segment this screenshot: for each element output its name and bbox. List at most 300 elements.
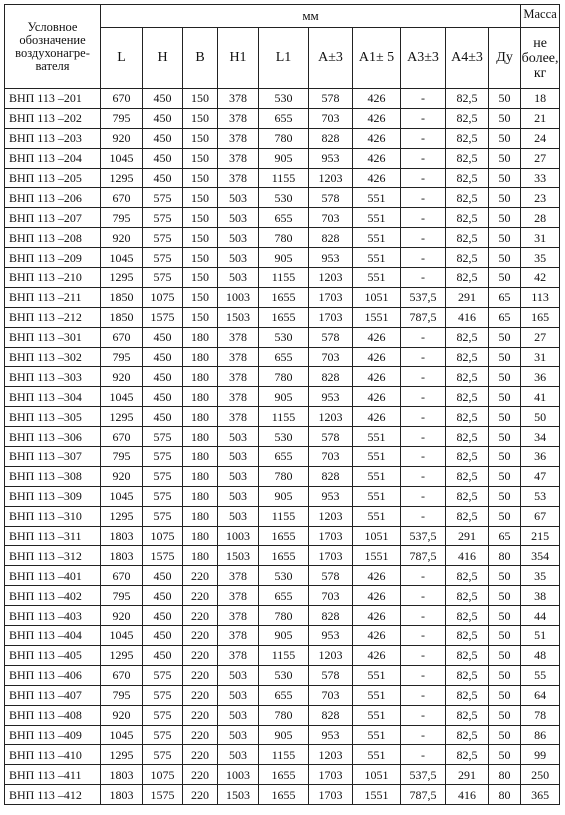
mass-header: Масса xyxy=(521,5,560,28)
table-cell: 551 xyxy=(353,725,401,745)
heater-designation-cell: ВНП 113 –304 xyxy=(5,387,101,407)
table-cell: - xyxy=(401,327,446,347)
table-cell: 1203 xyxy=(309,506,353,526)
table-row xyxy=(5,785,560,805)
table-cell: 28 xyxy=(521,208,560,228)
table-cell: 703 xyxy=(309,685,353,705)
table-cell: 165 xyxy=(521,307,560,327)
table-cell: 780 xyxy=(259,705,309,725)
heater-designation-cell: ВНП 113 –303 xyxy=(5,367,101,387)
table-cell: 378 xyxy=(218,407,259,427)
table-row xyxy=(5,89,560,109)
table-cell: 220 xyxy=(183,606,218,626)
table-cell: 1203 xyxy=(309,407,353,427)
table-cell: 1051 xyxy=(353,765,401,785)
heater-designation-cell: ВНП 113 –312 xyxy=(5,546,101,566)
table-cell: 50 xyxy=(489,327,521,347)
table-cell: 78 xyxy=(521,705,560,725)
table-cell: 82,5 xyxy=(446,108,489,128)
table-cell: 426 xyxy=(353,347,401,367)
heater-designation-cell: ВНП 113 –209 xyxy=(5,248,101,268)
table-cell: 48 xyxy=(521,645,560,665)
table-row xyxy=(5,367,560,387)
table-cell: 80 xyxy=(489,785,521,805)
table-row xyxy=(5,705,560,725)
table-cell: 1075 xyxy=(143,287,183,307)
table-cell: 50 xyxy=(489,347,521,367)
table-cell: 575 xyxy=(143,188,183,208)
table-cell: 426 xyxy=(353,606,401,626)
col-header-a: A±3 xyxy=(309,28,353,89)
table-cell: 905 xyxy=(259,248,309,268)
col-header-l: L xyxy=(101,28,143,89)
table-row xyxy=(5,228,560,248)
table-cell: 551 xyxy=(353,665,401,685)
table-cell: 503 xyxy=(218,427,259,447)
table-cell: 50 xyxy=(489,486,521,506)
table-cell: 780 xyxy=(259,466,309,486)
table-row xyxy=(5,745,560,765)
table-cell: 575 xyxy=(143,665,183,685)
table-cell: 953 xyxy=(309,248,353,268)
table-cell: 82,5 xyxy=(446,645,489,665)
table-row xyxy=(5,725,560,745)
table-cell: 1295 xyxy=(101,268,143,288)
table-cell: 220 xyxy=(183,785,218,805)
table-row xyxy=(5,466,560,486)
table-cell: 41 xyxy=(521,387,560,407)
table-cell: - xyxy=(401,248,446,268)
table-cell: 1655 xyxy=(259,287,309,307)
table-cell: 50 xyxy=(489,148,521,168)
heater-designation-cell: ВНП 113 –305 xyxy=(5,407,101,427)
table-cell: 180 xyxy=(183,427,218,447)
table-cell: 551 xyxy=(353,248,401,268)
table-cell: 150 xyxy=(183,268,218,288)
table-cell: 787,5 xyxy=(401,546,446,566)
table-cell: 537,5 xyxy=(401,526,446,546)
heater-dimensions-table xyxy=(4,4,560,805)
table-cell: 795 xyxy=(101,586,143,606)
table-cell: 1203 xyxy=(309,645,353,665)
table-cell: 36 xyxy=(521,367,560,387)
table-cell: 47 xyxy=(521,466,560,486)
table-cell: 50 xyxy=(521,407,560,427)
table-cell: 953 xyxy=(309,148,353,168)
heater-designation-cell: ВНП 113 –402 xyxy=(5,586,101,606)
table-cell: 655 xyxy=(259,347,309,367)
table-cell: 450 xyxy=(143,586,183,606)
table-cell: 537,5 xyxy=(401,287,446,307)
table-row xyxy=(5,407,560,427)
table-cell: - xyxy=(401,705,446,725)
table-cell: 551 xyxy=(353,506,401,526)
table-cell: 27 xyxy=(521,148,560,168)
table-cell: 220 xyxy=(183,705,218,725)
table-cell: 530 xyxy=(259,665,309,685)
table-cell: 426 xyxy=(353,407,401,427)
table-cell: 354 xyxy=(521,546,560,566)
col-header-b: B xyxy=(183,28,218,89)
table-cell: 1051 xyxy=(353,287,401,307)
table-cell: 1203 xyxy=(309,745,353,765)
heater-designation-cell: ВНП 113 –308 xyxy=(5,466,101,486)
table-cell: 795 xyxy=(101,208,143,228)
table-cell: 578 xyxy=(309,89,353,109)
table-cell: 551 xyxy=(353,208,401,228)
table-cell: 215 xyxy=(521,526,560,546)
table-cell: 575 xyxy=(143,745,183,765)
table-cell: 450 xyxy=(143,168,183,188)
table-cell: 578 xyxy=(309,566,353,586)
table-cell: 1803 xyxy=(101,526,143,546)
table-row xyxy=(5,427,560,447)
table-cell: 1203 xyxy=(309,168,353,188)
table-cell: 82,5 xyxy=(446,626,489,646)
table-cell: - xyxy=(401,407,446,427)
heater-designation-cell: ВНП 113 –407 xyxy=(5,685,101,705)
col-header-h: H xyxy=(143,28,183,89)
table-cell: 575 xyxy=(143,228,183,248)
table-cell: 82,5 xyxy=(446,486,489,506)
designation-header: Условное обозначение воздухонагре-вателя xyxy=(5,5,101,89)
table-cell: 180 xyxy=(183,387,218,407)
table-cell: 36 xyxy=(521,447,560,467)
table-cell: 575 xyxy=(143,427,183,447)
table-cell: 1655 xyxy=(259,526,309,546)
table-cell: 150 xyxy=(183,287,218,307)
table-cell: 80 xyxy=(489,765,521,785)
table-cell: 703 xyxy=(309,347,353,367)
table-cell: 503 xyxy=(218,685,259,705)
table-cell: 31 xyxy=(521,347,560,367)
table-cell: 578 xyxy=(309,188,353,208)
table-cell: 953 xyxy=(309,626,353,646)
table-cell: 450 xyxy=(143,148,183,168)
table-cell: 82,5 xyxy=(446,665,489,685)
table-cell: 1850 xyxy=(101,307,143,327)
table-cell: 82,5 xyxy=(446,208,489,228)
table-cell: 220 xyxy=(183,725,218,745)
table-cell: 1575 xyxy=(143,307,183,327)
table-cell: 50 xyxy=(489,606,521,626)
table-cell: 953 xyxy=(309,725,353,745)
table-cell: 1295 xyxy=(101,407,143,427)
table-row xyxy=(5,506,560,526)
heater-designation-cell: ВНП 113 –210 xyxy=(5,268,101,288)
table-cell: 50 xyxy=(489,665,521,685)
table-cell: 575 xyxy=(143,466,183,486)
table-cell: 670 xyxy=(101,427,143,447)
table-cell: 1155 xyxy=(259,407,309,427)
table-row xyxy=(5,128,560,148)
table-row xyxy=(5,287,560,307)
table-body xyxy=(5,89,560,805)
table-cell: 450 xyxy=(143,327,183,347)
table-cell: 1503 xyxy=(218,546,259,566)
table-row xyxy=(5,586,560,606)
table-header xyxy=(5,5,560,89)
table-cell: 1045 xyxy=(101,248,143,268)
table-cell: 82,5 xyxy=(446,367,489,387)
table-row xyxy=(5,148,560,168)
table-cell: 50 xyxy=(489,466,521,486)
table-cell: 50 xyxy=(489,128,521,148)
col-header-a3: A3±3 xyxy=(401,28,446,89)
table-cell: 365 xyxy=(521,785,560,805)
table-row xyxy=(5,327,560,347)
heater-designation-cell: ВНП 113 –404 xyxy=(5,626,101,646)
table-cell: - xyxy=(401,586,446,606)
heater-designation-cell: ВНП 113 –207 xyxy=(5,208,101,228)
table-cell: 82,5 xyxy=(446,188,489,208)
table-cell: 703 xyxy=(309,108,353,128)
table-cell: 905 xyxy=(259,387,309,407)
table-cell: 551 xyxy=(353,427,401,447)
table-cell: 1703 xyxy=(309,765,353,785)
table-cell: 180 xyxy=(183,526,218,546)
table-cell: 23 xyxy=(521,188,560,208)
table-cell: 503 xyxy=(218,268,259,288)
table-cell: 82,5 xyxy=(446,248,489,268)
table-cell: 21 xyxy=(521,108,560,128)
table-cell: 1003 xyxy=(218,765,259,785)
table-cell: 378 xyxy=(218,387,259,407)
table-cell: - xyxy=(401,606,446,626)
heater-designation-cell: ВНП 113 –302 xyxy=(5,347,101,367)
table-cell: 113 xyxy=(521,287,560,307)
table-cell: - xyxy=(401,447,446,467)
table-cell: 1155 xyxy=(259,168,309,188)
table-cell: 1551 xyxy=(353,546,401,566)
table-cell: 378 xyxy=(218,128,259,148)
table-cell: 920 xyxy=(101,367,143,387)
table-cell: 82,5 xyxy=(446,725,489,745)
table-cell: 905 xyxy=(259,148,309,168)
table-cell: 575 xyxy=(143,486,183,506)
table-cell: 50 xyxy=(489,89,521,109)
table-cell: 180 xyxy=(183,447,218,467)
table-cell: 503 xyxy=(218,228,259,248)
table-cell: 180 xyxy=(183,347,218,367)
table-cell: 920 xyxy=(101,606,143,626)
table-cell: 655 xyxy=(259,108,309,128)
table-cell: 828 xyxy=(309,606,353,626)
table-cell: 67 xyxy=(521,506,560,526)
table-cell: 1155 xyxy=(259,268,309,288)
table-cell: 220 xyxy=(183,745,218,765)
table-cell: 450 xyxy=(143,626,183,646)
table-cell: 50 xyxy=(489,566,521,586)
table-cell: - xyxy=(401,745,446,765)
table-cell: 953 xyxy=(309,486,353,506)
heater-designation-cell: ВНП 113 –411 xyxy=(5,765,101,785)
table-cell: 426 xyxy=(353,89,401,109)
table-cell: 378 xyxy=(218,626,259,646)
table-cell: 378 xyxy=(218,566,259,586)
table-cell: - xyxy=(401,725,446,745)
table-cell: 920 xyxy=(101,128,143,148)
table-cell: 82,5 xyxy=(446,586,489,606)
table-cell: 426 xyxy=(353,387,401,407)
table-cell: 920 xyxy=(101,466,143,486)
table-row xyxy=(5,347,560,367)
table-cell: 378 xyxy=(218,168,259,188)
table-cell: 1703 xyxy=(309,785,353,805)
table-cell: 38 xyxy=(521,586,560,606)
table-row xyxy=(5,248,560,268)
table-cell: 537,5 xyxy=(401,765,446,785)
table-cell: 551 xyxy=(353,228,401,248)
table-cell: 503 xyxy=(218,208,259,228)
table-cell: 50 xyxy=(489,168,521,188)
table-cell: - xyxy=(401,427,446,447)
heater-designation-cell: ВНП 113 –201 xyxy=(5,89,101,109)
table-cell: 703 xyxy=(309,447,353,467)
table-cell: 65 xyxy=(489,526,521,546)
table-cell: 1045 xyxy=(101,725,143,745)
table-row xyxy=(5,208,560,228)
table-cell: 1045 xyxy=(101,148,143,168)
table-cell: 82,5 xyxy=(446,705,489,725)
table-cell: 426 xyxy=(353,367,401,387)
table-cell: 82,5 xyxy=(446,168,489,188)
table-cell: 82,5 xyxy=(446,327,489,347)
table-cell: 905 xyxy=(259,725,309,745)
heater-designation-cell: ВНП 113 –406 xyxy=(5,665,101,685)
table-cell: 34 xyxy=(521,427,560,447)
table-cell: 220 xyxy=(183,626,218,646)
table-cell: 670 xyxy=(101,566,143,586)
table-cell: 670 xyxy=(101,665,143,685)
heater-designation-cell: ВНП 113 –403 xyxy=(5,606,101,626)
table-cell: 378 xyxy=(218,645,259,665)
table-cell: 82,5 xyxy=(446,745,489,765)
table-cell: 1045 xyxy=(101,387,143,407)
table-cell: 80 xyxy=(489,546,521,566)
table-cell: 27 xyxy=(521,327,560,347)
table-cell: 1655 xyxy=(259,546,309,566)
table-cell: 50 xyxy=(489,248,521,268)
table-cell: 180 xyxy=(183,506,218,526)
table-cell: 530 xyxy=(259,566,309,586)
table-cell: 780 xyxy=(259,128,309,148)
table-cell: 426 xyxy=(353,645,401,665)
table-row xyxy=(5,665,560,685)
table-cell: 426 xyxy=(353,108,401,128)
table-cell: 450 xyxy=(143,367,183,387)
table-cell: 150 xyxy=(183,307,218,327)
table-cell: 1850 xyxy=(101,287,143,307)
table-cell: 828 xyxy=(309,128,353,148)
table-cell: 450 xyxy=(143,108,183,128)
table-cell: 150 xyxy=(183,168,218,188)
table-cell: 82,5 xyxy=(446,447,489,467)
heater-designation-cell: ВНП 113 –211 xyxy=(5,287,101,307)
table-cell: 1003 xyxy=(218,287,259,307)
table-cell: 780 xyxy=(259,367,309,387)
table-cell: - xyxy=(401,466,446,486)
table-cell: 50 xyxy=(489,447,521,467)
col-header-l1: L1 xyxy=(259,28,309,89)
table-cell: 35 xyxy=(521,566,560,586)
table-cell: 1503 xyxy=(218,307,259,327)
table-cell: 787,5 xyxy=(401,785,446,805)
table-cell: 51 xyxy=(521,626,560,646)
table-cell: 578 xyxy=(309,427,353,447)
table-cell: - xyxy=(401,685,446,705)
table-cell: - xyxy=(401,645,446,665)
table-cell: 82,5 xyxy=(446,387,489,407)
table-cell: 920 xyxy=(101,228,143,248)
table-row xyxy=(5,108,560,128)
table-row xyxy=(5,626,560,646)
table-cell: 220 xyxy=(183,665,218,685)
table-cell: 44 xyxy=(521,606,560,626)
table-cell: - xyxy=(401,626,446,646)
table-cell: 65 xyxy=(489,287,521,307)
table-cell: 670 xyxy=(101,188,143,208)
table-cell: 551 xyxy=(353,447,401,467)
table-cell: 250 xyxy=(521,765,560,785)
table-cell: 180 xyxy=(183,466,218,486)
table-cell: 426 xyxy=(353,566,401,586)
table-cell: 551 xyxy=(353,486,401,506)
table-cell: 1803 xyxy=(101,765,143,785)
col-header-a1: A1± 5 xyxy=(353,28,401,89)
table-cell: 378 xyxy=(218,367,259,387)
table-cell: 150 xyxy=(183,228,218,248)
heater-designation-cell: ВНП 113 –212 xyxy=(5,307,101,327)
table-cell: 50 xyxy=(489,108,521,128)
table-cell: 575 xyxy=(143,705,183,725)
table-cell: 551 xyxy=(353,745,401,765)
table-cell: 24 xyxy=(521,128,560,148)
table-cell: - xyxy=(401,128,446,148)
table-cell: 503 xyxy=(218,188,259,208)
table-cell: 1295 xyxy=(101,645,143,665)
table-cell: - xyxy=(401,188,446,208)
table-cell: 1655 xyxy=(259,765,309,785)
table-cell: 416 xyxy=(446,785,489,805)
table-cell: 703 xyxy=(309,208,353,228)
table-cell: - xyxy=(401,108,446,128)
table-row xyxy=(5,526,560,546)
table-cell: 82,5 xyxy=(446,228,489,248)
heater-designation-cell: ВНП 113 –309 xyxy=(5,486,101,506)
table-cell: 1703 xyxy=(309,287,353,307)
table-cell: 905 xyxy=(259,486,309,506)
table-cell: 82,5 xyxy=(446,427,489,447)
table-cell: 82,5 xyxy=(446,148,489,168)
table-cell: 1295 xyxy=(101,745,143,765)
table-cell: 82,5 xyxy=(446,89,489,109)
heater-designation-cell: ВНП 113 –410 xyxy=(5,745,101,765)
table-cell: 35 xyxy=(521,248,560,268)
table-row xyxy=(5,606,560,626)
mass-subheader: не более, кг xyxy=(521,28,560,89)
table-cell: 503 xyxy=(218,506,259,526)
table-cell: 86 xyxy=(521,725,560,745)
table-cell: 378 xyxy=(218,89,259,109)
table-cell: 655 xyxy=(259,208,309,228)
heater-designation-cell: ВНП 113 –409 xyxy=(5,725,101,745)
table-cell: 920 xyxy=(101,705,143,725)
table-cell: 1655 xyxy=(259,785,309,805)
table-cell: 291 xyxy=(446,765,489,785)
table-cell: 65 xyxy=(489,307,521,327)
table-cell: 50 xyxy=(489,387,521,407)
